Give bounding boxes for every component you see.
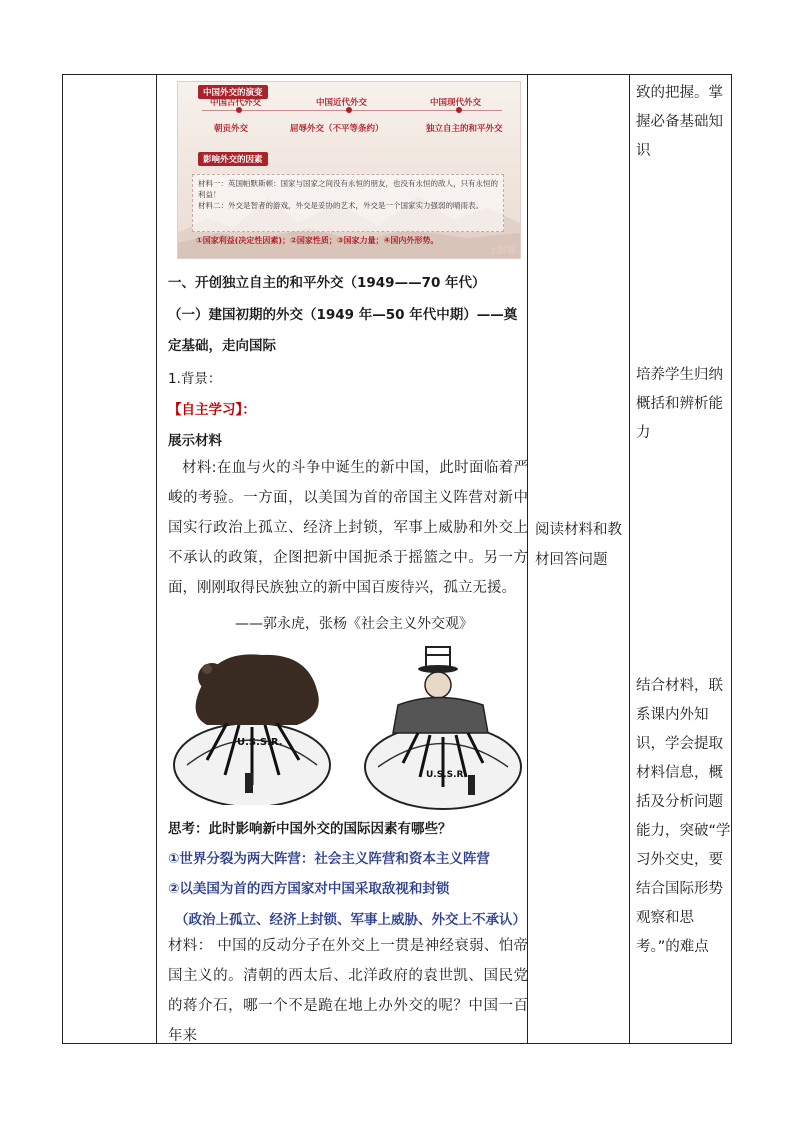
brand-watermark: 上好课 — [488, 246, 516, 256]
goal-basic-knowledge: 致的把握。掌握必备基础知识 — [636, 85, 723, 159]
teaching-content-cell — [163, 75, 528, 1043]
type-tribute: 朝贡外交 — [214, 124, 249, 134]
goal-analysis-ability: 结合材料，联系课内外知识，学会提取材料信息，概括及分析问题能力，突破“学习外交史，要结合国际形势观察和思考。”的难点 — [636, 678, 731, 955]
material-paragraph: 材料:在血与火的斗争中诞生的新中国，此时面临着严峻的考验。一方面，以美国为首的帝国主义阵营对新中国实行政治上孤立、经济上封锁，军事上威胁和外交上不承认的政策，企图把新中国扼杀于摇篮之中。另一方面，刚刚取得民族独立的新中国百废待兴，孤立无援。 — [168, 460, 528, 596]
answer-two: ②以美国为首的西方国家对中国采取敌视和封锁 — [168, 881, 450, 897]
student-activity-cell: 阅读材料和教材回答问题 — [535, 522, 622, 568]
subsection-title-line2: 定基础，走向国际 — [168, 338, 276, 354]
self-study-heading: 【自主学习】： — [168, 402, 256, 418]
era-ancient: 中国古代外交 — [210, 98, 262, 108]
answer-one: ①世界分裂为两大阵营：社会主义阵营和资本主义阵营 — [168, 851, 490, 867]
factors-material-box — [192, 174, 504, 232]
diplomacy-evolution-banner — [177, 81, 521, 259]
material-source: ——郭永虎，张杨《社会主义外交观》 — [235, 616, 473, 632]
column-divider — [629, 75, 630, 1043]
era-contemporary: 中国现代外交 — [430, 98, 482, 108]
second-material-paragraph: 材料： 中国的反动分子在外交上一贯是神经衰弱、怕帝国主义的。清朝的西太后、北洋政府的袁世凯、国民党的蒋介石，哪一个不是跪在地上办外交的呢？中国一百年来 — [168, 938, 528, 1044]
type-independent: 独立自主的和平外交 — [426, 124, 503, 134]
column-divider — [156, 75, 157, 1043]
type-humiliation: 屈辱外交（不平等条约） — [290, 124, 384, 134]
factors-tag: 影响外交的因素 — [198, 152, 268, 166]
bear-globe-cartoon — [167, 645, 337, 805]
background-label: 1.背景： — [168, 371, 222, 387]
era-modern: 中国近代外交 — [316, 98, 368, 108]
evolution-tag: 中国外交的演变 — [198, 85, 268, 99]
ussr-label-left: U.S.S.R. — [237, 737, 283, 748]
material-one: 材料一：英国帕默斯顿：国家与国家之间没有永恒的朋友，也没有永恒的敌人，只有永恒的利益！ — [198, 179, 498, 199]
factors-list: ①国家利益(决定性因素)；②国家性质；③国家力量；④国内外形势。 — [196, 236, 439, 245]
ussr-label-right: U.S.S.R. — [426, 770, 468, 780]
goal-induction-ability: 培养学生归纳概括和辨析能力 — [636, 367, 723, 441]
lesson-table — [62, 74, 732, 1044]
think-question: 思考：此时影响新中国外交的国际因素有哪些？ — [168, 821, 452, 837]
material-two: 材料二：外交是智者的游戏，外交是妥协的艺术，外交是一个国家实力强弱的晴雨表。 — [198, 201, 483, 210]
subsection-title-line1: （一）建国初期的外交（1949 年—50 年代中期）——奠 — [168, 307, 518, 323]
show-material-heading: 展示材料 — [168, 433, 222, 449]
uncle-sam-globe-cartoon — [358, 645, 528, 810]
answer-detail: （政治上孤立、经济上封锁、军事上威胁、外交上不承认） — [175, 912, 526, 928]
section-title: 一、开创独立自主的和平外交（1949——70 年代） — [168, 275, 486, 291]
